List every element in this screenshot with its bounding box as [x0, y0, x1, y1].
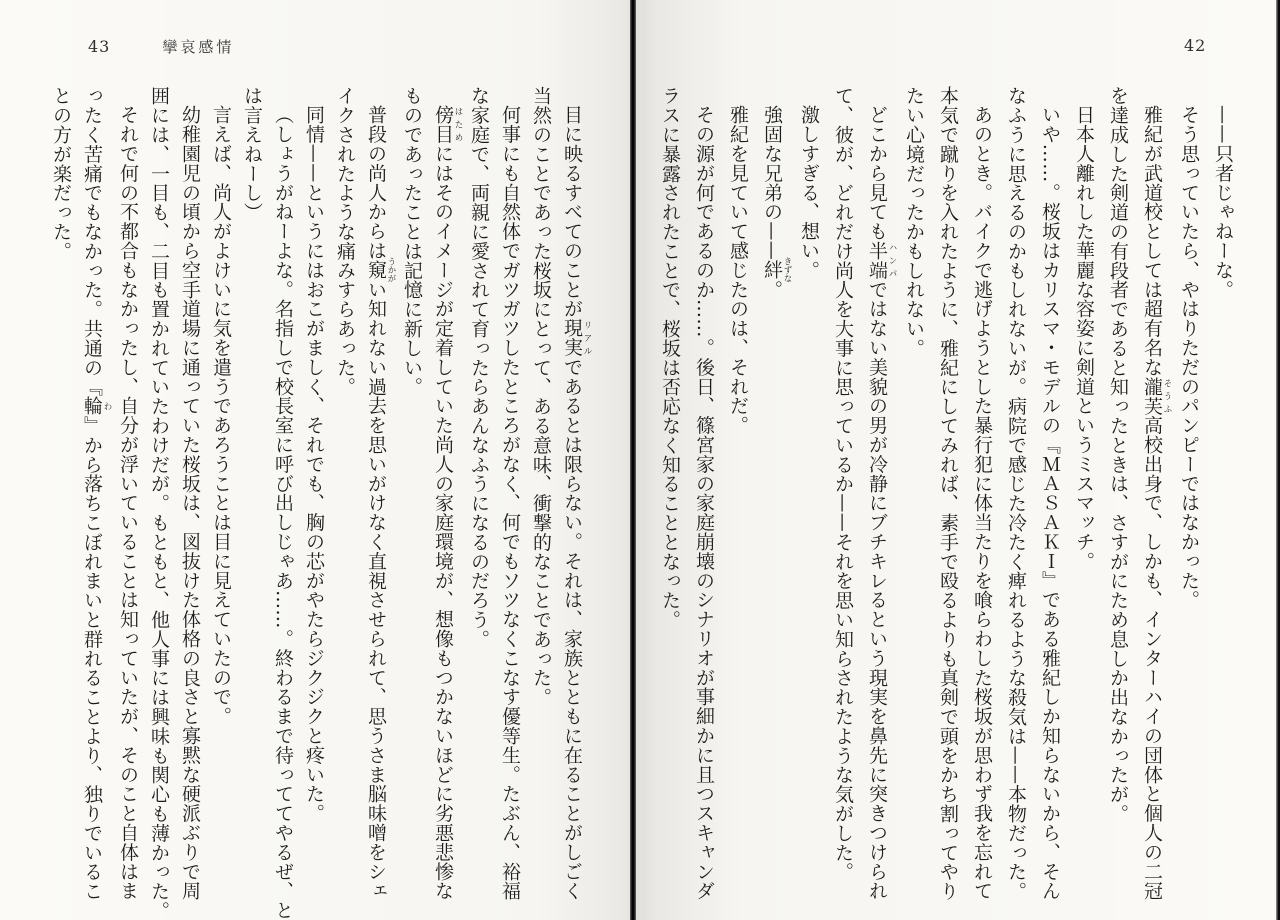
text-column: そう思っていたら、やはりただのパンピーではなかった。	[1178, 105, 1200, 610]
page-number-43: 43	[88, 37, 111, 56]
text-column: て、彼が、どれだけ尚人を大事に思っているか——それを思い知らされたような気がした。	[832, 86, 854, 882]
text-column: いや……。桜坂はカリスマ・モデルの『ＭＡＳＡＫＩ』である雅紀しか知らないから、そん	[1039, 105, 1061, 901]
page-number-42: 42	[1184, 36, 1207, 55]
text-column: 激しすぎる、想い。	[798, 105, 820, 280]
text-column: 傍目 はためにはそのイメージが定着していた尚人の家庭環境が、想像もつかないほどに劣悪悲惨な	[432, 105, 463, 901]
book-spine-line	[630, 0, 636, 920]
text-column: を達成した剣道の有段者であると知ったときは、さすがにため息しか出なかったが。	[1107, 86, 1129, 824]
text-column: ラスに暴露されたことで、桜坂は否応なく知ることとなった。	[659, 86, 681, 630]
text-column: 日本人離れした華麗な容姿に剣道というミスマッチ。	[1073, 105, 1095, 571]
text-column: は言えねーし）	[241, 86, 263, 222]
text-column: なふうに思えるのかもしれないが。病院で感じた冷たく痺れるような殺気は——本物だった。	[1005, 86, 1027, 901]
text-column: 囲には、一目も、二目も置かれていたわけだが。もともと、他人事には興味も関心も薄かった。	[148, 86, 170, 920]
running-title: 攣哀感情	[162, 38, 235, 56]
page-edge-line	[1276, 0, 1280, 920]
text-column: どこから見ても半端 ハンパではない美貌の男が冷静にブチキレるという現実を鼻先に突きつけられ	[866, 105, 897, 901]
text-column: ——只者じゃねーな。	[1212, 105, 1234, 299]
page-42-text-block	[653, 86, 1240, 916]
page-43-header	[88, 36, 234, 57]
text-column: 本気で蹴りを入れたように、雅紀にしてみれば、素手で殴るよりも真剣で頭をかち割ってやり	[937, 86, 959, 901]
text-column: 当然のことであった桜坂にとって、ある意味、衝撃的なことであった。	[530, 86, 552, 707]
text-column: ものであったことは記憶に新しい。	[401, 86, 423, 397]
text-column: 普段の尚人からは窺 うかがい知れない過去を思いがけなく直視させられて、思うさま脳味噌をシェ	[365, 105, 396, 901]
text-column: （しょうがねーよな。名指しで校長室に呼び出しじゃあ……。終わるまで待っててやるぜ、と	[272, 105, 294, 920]
page-42-header	[1184, 36, 1206, 55]
page-43-text-block	[45, 86, 592, 920]
text-column: 幼稚園児の頃から空手道場に通っていた桜坂は、図抜けた体格の良さと寡黙な硬派ぶりで周	[179, 105, 201, 901]
text-column: 雅紀が武道校としては超有名な瀧芙 そうふ高校出身で、しかも、インターハイの団体と個人の二冠	[1141, 105, 1172, 901]
text-column: な家庭で、両親に愛されて育ったらあんなふうになるのだろう。	[468, 86, 490, 649]
text-column: たい心境だったかもしれない。	[903, 86, 925, 358]
text-column: それで何の不都合もなかったし、自分が浮いていることは知っていたが、そのこと自体はま	[117, 105, 139, 901]
text-column: との方が楽だった。	[50, 86, 72, 261]
text-column: ったく苦痛でもなかった。共通の『輪 わ』から落ちこぼれまいと群れることより、独りでいるこ	[81, 86, 112, 901]
text-column: 何事にも自然体でガツガツしたところがなく、何でもソツなくこなす優等生。たぶん、裕福	[499, 105, 521, 901]
text-column: 雅紀を見ていて感じたのは、それだ。	[727, 105, 749, 435]
text-column: イクされたような痛みすらあった。	[334, 86, 356, 397]
text-column: 言えば、尚人がよけいに気を遣うであろうことは目に見えていたので。	[210, 105, 232, 726]
text-column: 強固な兄弟の——絆 きずな。	[761, 105, 792, 300]
text-column: あのとき。バイクで逃げようとした暴行犯に体当たりを喰らわした桜坂が思わず我を忘れて	[971, 105, 993, 901]
text-column: その源が何であるのか……。後日、篠宮家の家庭崩壊のシナリオが事細かに且つスキャンダ	[693, 105, 715, 901]
text-column: 同情——というにはおこがましく、それでも、胸の芯がやたらジクジクと疼いた。	[303, 105, 325, 823]
text-column: 目に映るすべてのことが現実 リアルであるとは限らない。それは、家族とともに在ることがしごく	[561, 105, 592, 901]
